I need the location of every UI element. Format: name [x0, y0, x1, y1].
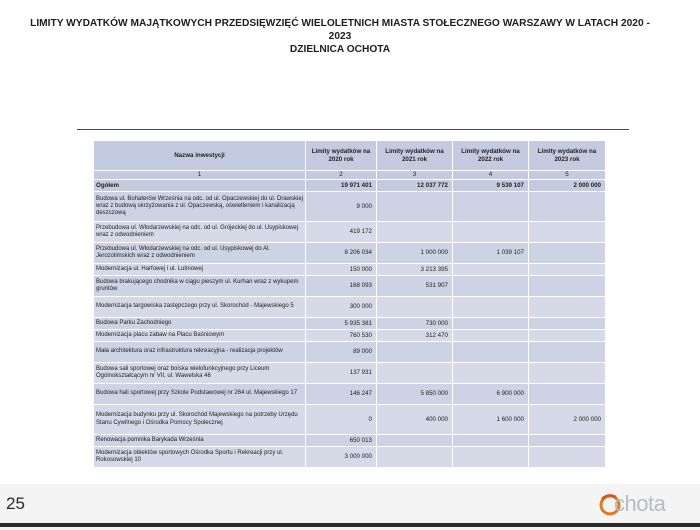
table-row	[94, 342, 606, 363]
value-2023	[529, 447, 606, 468]
value-2021: 531 907	[377, 276, 453, 297]
total-2020: 19 971 401	[306, 180, 377, 192]
value-2023	[529, 222, 606, 243]
header-2023: Limity wydatków na 2023 rok	[529, 141, 606, 171]
value-2021: 5 850 000	[377, 384, 453, 405]
value-2020: 650 013	[306, 435, 377, 447]
value-2023	[529, 435, 606, 447]
value-2022	[453, 342, 529, 363]
title-line-3: DZIELNICA OCHOTA	[289, 44, 391, 55]
value-2023	[529, 318, 606, 330]
table-row	[94, 297, 606, 318]
value-2020: 419 172	[306, 222, 377, 243]
page-number: 25	[6, 494, 25, 513]
table-row	[94, 318, 606, 330]
total-2021: 12 037 772	[377, 180, 453, 192]
ochota-logo	[598, 489, 698, 519]
value-2023	[529, 276, 606, 297]
table-row	[94, 243, 606, 264]
value-2020: 300 000	[306, 297, 377, 318]
value-2021: 400 000	[377, 405, 453, 435]
value-2022	[453, 447, 529, 468]
value-2023	[529, 264, 606, 276]
total-2022: 9 539 107	[453, 180, 529, 192]
investment-name: Modernizacja ul. Harfowej i ul. Lutniowej	[94, 264, 306, 276]
value-2022: 1 600 000	[453, 405, 529, 435]
value-2023	[529, 243, 606, 264]
header-2020: Limity wydatków na 2020 rok	[306, 141, 377, 171]
value-2021: 730 000	[377, 318, 453, 330]
investment-name: Modernizacja placu zabaw na Placu Baśniowym	[94, 330, 306, 342]
value-2022	[453, 276, 529, 297]
table-header-row	[94, 141, 606, 171]
table-row	[94, 192, 606, 222]
column-number-row	[94, 171, 606, 180]
value-2023	[529, 297, 606, 318]
investment-name: Modernizacja budynku przy ul. Skorochód Majewskiego na potrzeby Urzędu Stanu Cywilnego i Ośrodka Pomocy Społecznej	[94, 405, 306, 435]
investment-name: Modernizacja targowiska zastępczego przy ul. Skorochód - Majewskiego 5	[94, 297, 306, 318]
header-2021: Limity wydatków na 2021 rok	[377, 141, 453, 171]
value-2021	[377, 192, 453, 222]
investment-name: Modernizacja obiektów sportowych Ośrodka Sportu i Rekreacji przy ul. Rokosowskiej 10	[94, 447, 306, 468]
value-2022	[453, 435, 529, 447]
title-line-2: 2023	[328, 31, 352, 42]
value-2020: 146 247	[306, 384, 377, 405]
value-2021	[377, 363, 453, 384]
value-2022	[453, 297, 529, 318]
value-2020: 137 931	[306, 363, 377, 384]
value-2022	[453, 330, 529, 342]
logo-text: chota	[614, 491, 666, 516]
header-name: Nazwa inwestycji	[94, 141, 306, 171]
value-2021	[377, 342, 453, 363]
value-2022	[453, 222, 529, 243]
column-number: 4	[453, 171, 529, 180]
value-2020: 5 935 381	[306, 318, 377, 330]
table-row	[94, 405, 606, 435]
value-2020: 760 530	[306, 330, 377, 342]
value-2022	[453, 318, 529, 330]
value-2021	[377, 222, 453, 243]
investment-name: Budowa ul. Bohaterów Września na odc. od ul. Opaczewskiej do ul. Drawskiej wraz z budową skrzyżowania z ul. Opaczewską, oświetleniem i kanalizacją deszczową	[94, 192, 306, 222]
column-number: 1	[94, 171, 306, 180]
value-2023	[529, 363, 606, 384]
table-row	[94, 276, 606, 297]
value-2022	[453, 192, 529, 222]
page-title	[20, 17, 660, 56]
table-row	[94, 363, 606, 384]
title-line-1: LIMITY WYDATKÓW MAJĄTKOWYCH PRZEDSIĘWZIĘĆ WIELOLETNICH MIASTA STOŁECZNEGO WARSZAWY W LATACH 2020 -	[30, 18, 650, 29]
header-2022: Limity wydatków na 2022 rok	[453, 141, 529, 171]
footer-line	[0, 523, 700, 527]
value-2022	[453, 264, 529, 276]
investment-table	[93, 140, 606, 468]
investment-name: Budowa Parku Zachodniego	[94, 318, 306, 330]
column-number: 3	[377, 171, 453, 180]
value-2023	[529, 342, 606, 363]
value-2023	[529, 330, 606, 342]
value-2020: 150 000	[306, 264, 377, 276]
value-2020: 0	[306, 405, 377, 435]
investment-name: Budowa brakującego chodnika w ciągu pieszym ul. Kurhan wraz z wykupem gruntów	[94, 276, 306, 297]
value-2021	[377, 435, 453, 447]
investment-name: Przebudowa ul. Włodarzewskiej na odc. od ul. Usypiskowej do Al. Jerozolimskich wraz z odwodnieniem	[94, 243, 306, 264]
title-divider	[77, 129, 629, 130]
investment-name: Budowa sali sportowej oraz boiska wielofunkcyjnego przy Liceum Ogólnokształcącym nr VII, ul. Wawelska 46	[94, 363, 306, 384]
value-2021: 3 213 395	[377, 264, 453, 276]
total-row	[94, 180, 606, 192]
value-2022: 1 039 107	[453, 243, 529, 264]
investment-name: Mała architektura oraz infrastruktura rekreacyjna - realizacja projektów	[94, 342, 306, 363]
value-2023	[529, 384, 606, 405]
value-2020: 89 000	[306, 342, 377, 363]
total-label: Ogółem	[94, 180, 306, 192]
value-2023	[529, 192, 606, 222]
investment-name: Budowa hali sportowej przy Szkole Podstawowej nr 264 ul. Majewskiego 17	[94, 384, 306, 405]
total-2023: 2 000 000	[529, 180, 606, 192]
value-2020: 8 206 034	[306, 243, 377, 264]
column-number: 5	[529, 171, 606, 180]
table-row	[94, 264, 606, 276]
value-2021: 312 470	[377, 330, 453, 342]
investment-name: Przebudowa ul. Włodarzewskiej na odc. od ul. Grójeckiej do ul. Usypiskowej wraz z odwodnieniem	[94, 222, 306, 243]
column-number: 2	[306, 171, 377, 180]
table-row	[94, 330, 606, 342]
table-row	[94, 384, 606, 405]
value-2022: 6 900 000	[453, 384, 529, 405]
value-2021	[377, 297, 453, 318]
value-2022	[453, 363, 529, 384]
table-row	[94, 447, 606, 468]
table-row	[94, 222, 606, 243]
value-2021: 1 000 000	[377, 243, 453, 264]
value-2021	[377, 447, 453, 468]
value-2020: 168 093	[306, 276, 377, 297]
value-2020: 9 000	[306, 192, 377, 222]
investment-rows	[94, 192, 606, 468]
value-2023: 2 000 000	[529, 405, 606, 435]
value-2020: 3 000 000	[306, 447, 377, 468]
investment-name: Renowacja pomnika Barykada Września	[94, 435, 306, 447]
table-row	[94, 435, 606, 447]
